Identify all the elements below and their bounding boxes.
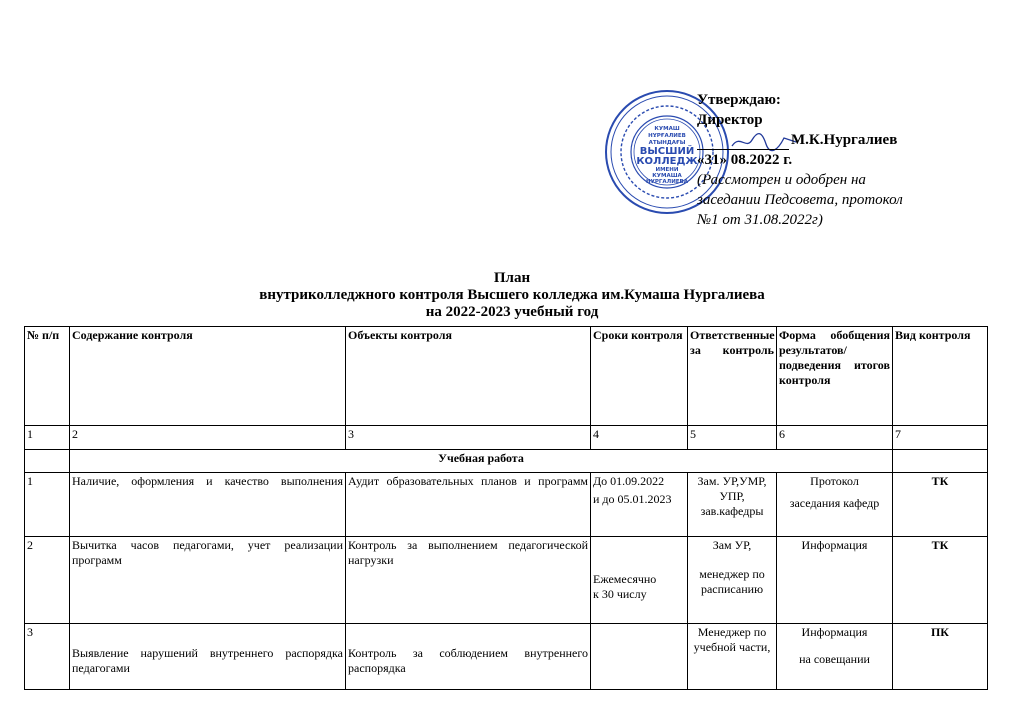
- title-line-1: План: [493, 270, 531, 286]
- row-content: Вычитка часов педагогами, учет реализации программ: [70, 537, 346, 624]
- row-objects: Контроль за соблюдением внутреннего распорядка: [346, 624, 591, 690]
- row-form: [777, 473, 893, 537]
- row-form-line: Информация: [801, 625, 868, 639]
- row-terms-line: До 01.09.2022: [593, 474, 665, 488]
- row-num: 3: [25, 624, 70, 690]
- approval-line: Утверждаю:: [697, 92, 781, 108]
- row-terms: [591, 624, 688, 690]
- row-num: 2: [25, 537, 70, 624]
- header-num: № п/п: [25, 327, 70, 426]
- row-content: Наличие, оформления и качество выполнения: [70, 473, 346, 537]
- row-terms: [591, 537, 688, 624]
- row-terms-line: Ежемесячно: [593, 572, 657, 586]
- approval-signature-line: [697, 130, 957, 150]
- approval-position: Директор: [697, 112, 763, 128]
- svg-text:АТЫНДАҒЫ: АТЫНДАҒЫ: [648, 140, 686, 146]
- row-form-line: заседания кафедр: [789, 496, 880, 510]
- row-objects: Аудит образовательных планов и программ: [346, 473, 591, 537]
- approval-block: [697, 90, 957, 230]
- numbering-cell: 5: [688, 426, 777, 450]
- numbering-cell: 4: [591, 426, 688, 450]
- svg-text:ВЫСШИЙ: ВЫСШИЙ: [639, 146, 695, 157]
- header-form: Форма обобщения результатов/подведения итогов контроля: [777, 327, 893, 426]
- director-name: М.К.Нургалиев: [791, 132, 898, 148]
- table-numbering-row: [25, 426, 988, 450]
- row-type: ПК: [893, 624, 988, 690]
- document-title: [0, 270, 1024, 321]
- numbering-cell: 7: [893, 426, 988, 450]
- row-responsible: Менеджер по учебной части,: [688, 624, 777, 690]
- approval-date: «31» 08.2022 г.: [697, 152, 793, 168]
- row-form-line: на совещании: [799, 652, 870, 666]
- approval-note-2: заседании Педсовета, протокол: [697, 192, 903, 208]
- row-form-line: Протокол: [810, 474, 859, 488]
- table-row: [25, 473, 988, 537]
- svg-text:КУМАШ: КУМАШ: [654, 126, 680, 132]
- header-terms: Сроки контроля: [591, 327, 688, 426]
- section-empty-cell: [893, 450, 988, 473]
- row-type: ТК: [893, 473, 988, 537]
- svg-text:КУМАША: КУМАША: [652, 173, 682, 179]
- table-row: [25, 624, 988, 690]
- title-line-3: на 2022-2023 учебный год: [425, 304, 599, 320]
- row-terms: [591, 473, 688, 537]
- row-responsible: [688, 537, 777, 624]
- row-num: 1: [25, 473, 70, 537]
- numbering-cell: 6: [777, 426, 893, 450]
- approval-note-3: №1 от 31.08.2022г): [697, 212, 823, 228]
- svg-text:ИМЕНИ: ИМЕНИ: [655, 167, 679, 173]
- numbering-cell: 3: [346, 426, 591, 450]
- svg-text:КОЛЛЕДЖ: КОЛЛЕДЖ: [636, 156, 698, 167]
- row-type: ТК: [893, 537, 988, 624]
- svg-text:НҰРҒАЛИЕВ: НҰРҒАЛИЕВ: [648, 133, 686, 139]
- svg-text:НУРГАЛИЕВА: НУРГАЛИЕВА: [645, 179, 689, 185]
- row-terms-line: к 30 числу: [593, 587, 647, 601]
- row-form: [777, 624, 893, 690]
- header-objects: Объекты контроля: [346, 327, 591, 426]
- row-responsible-line: менеджер по расписанию: [699, 567, 765, 596]
- header-type: Вид контроля: [893, 327, 988, 426]
- numbering-cell: 1: [25, 426, 70, 450]
- row-responsible-line: Зам УР,: [712, 538, 752, 552]
- section-empty-cell: [25, 450, 70, 473]
- table-header-row: [25, 327, 988, 426]
- row-terms-line: и до 05.01.2023: [593, 492, 672, 506]
- section-title: Учебная работа: [70, 450, 893, 473]
- table-row: [25, 537, 988, 624]
- row-responsible: Зам. УР,УМР, УПР, зав.кафедры: [688, 473, 777, 537]
- header-responsible: Ответственные за контроль: [688, 327, 777, 426]
- numbering-cell: 2: [70, 426, 346, 450]
- row-objects: Контроль за выполнением педагогической нагрузки: [346, 537, 591, 624]
- approval-note-1: (Рассмотрен и одобрен на: [697, 172, 866, 188]
- control-plan-table: [24, 326, 988, 690]
- row-form: Информация: [777, 537, 893, 624]
- header-content: Содержание контроля: [70, 327, 346, 426]
- row-content: Выявление нарушений внутреннего распорядка педагогами: [70, 624, 346, 690]
- table-section-row: [25, 450, 988, 473]
- title-line-2: внутриколледжного контроля Высшего колледжа им.Кумаша Нургалиева: [259, 287, 765, 303]
